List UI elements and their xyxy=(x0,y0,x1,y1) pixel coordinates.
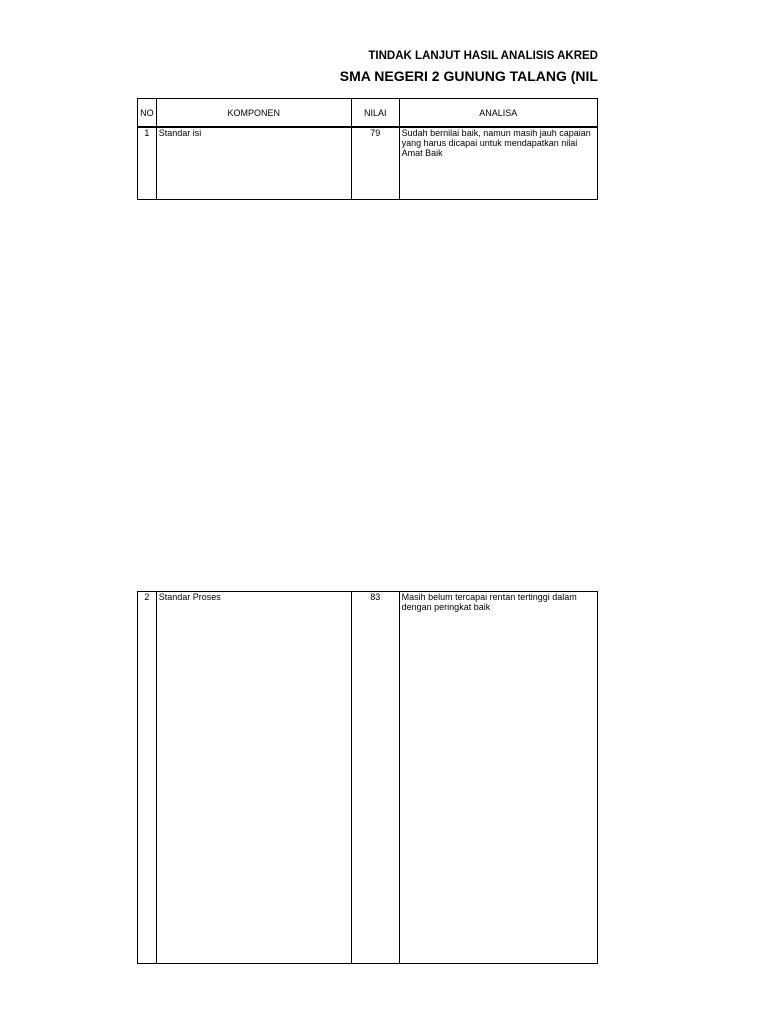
komponen-cell: Standar isi xyxy=(156,128,351,200)
nilai-cell: 83 xyxy=(351,592,399,964)
table-row xyxy=(137,591,598,964)
column-header-nilai: NILAI xyxy=(351,99,399,128)
table-row xyxy=(137,127,598,200)
document-header xyxy=(0,48,598,86)
komponen-cell: Standar Proses xyxy=(156,592,351,964)
row-number-cell: 2 xyxy=(138,592,157,964)
analisa-cell: Sudah bernilai baik, namun masih jauh capaian yang harus dicapai untuk mendapatkan nilai Amat Baik xyxy=(399,128,597,200)
document-title: TINDAK LANJUT HASIL ANALISIS AKRED xyxy=(368,50,598,62)
table-header xyxy=(137,98,598,128)
nilai-cell: 79 xyxy=(351,128,399,200)
school-name-title: SMA NEGERI 2 GUNUNG TALANG (NIL xyxy=(339,68,598,84)
analisa-cell: Masih belum tercapai rentan tertinggi dalam dengan peringkat baik xyxy=(399,592,597,964)
row-number-cell: 1 xyxy=(138,128,157,200)
column-header-analisa: ANALISA xyxy=(399,99,597,128)
column-header-no: NO xyxy=(138,99,157,128)
column-header-komponen: KOMPONEN xyxy=(156,99,351,128)
